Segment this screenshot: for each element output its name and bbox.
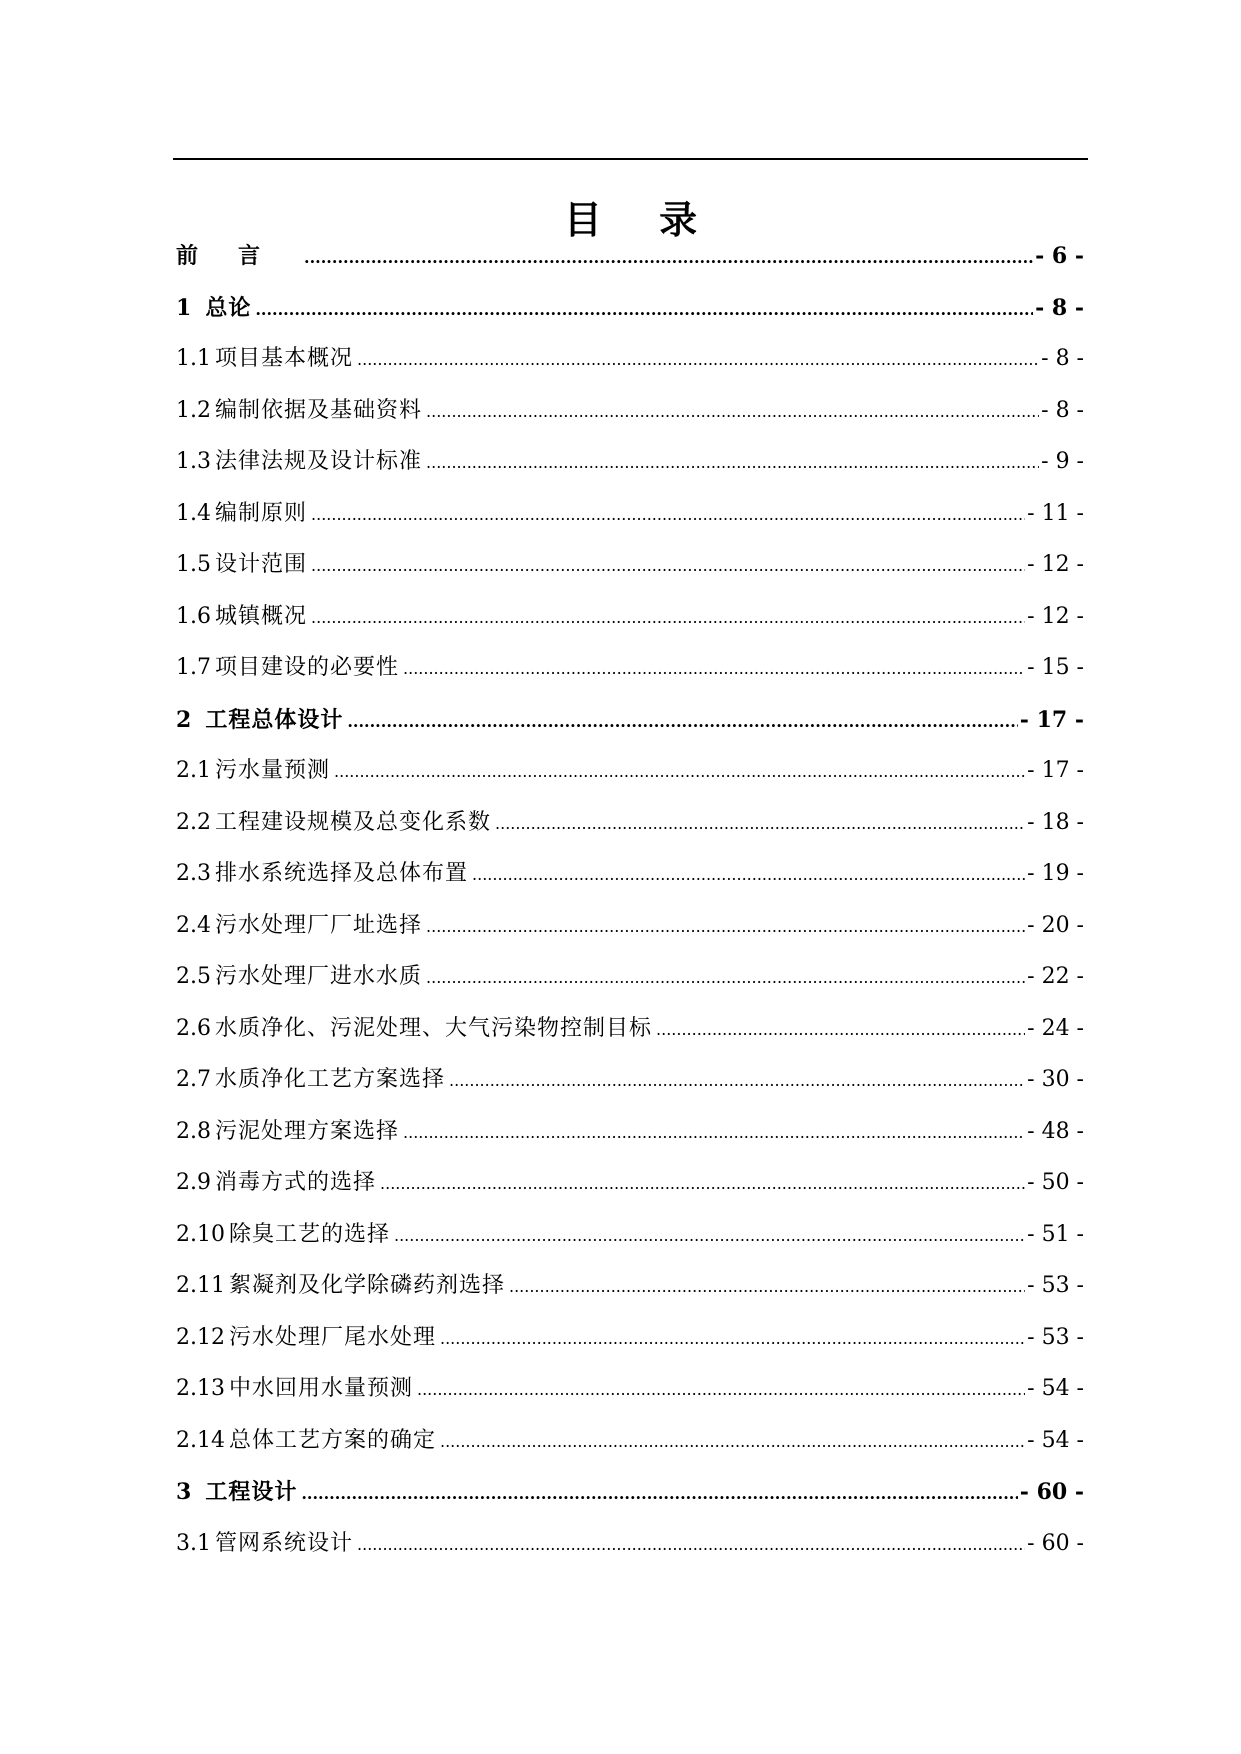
toc-dot-leader [357, 340, 1039, 380]
toc-dot-leader [304, 238, 1033, 278]
toc-entry-title: 絮凝剂及化学除磷药剂选择 [228, 1273, 505, 1298]
toc-dot-leader [495, 804, 1025, 844]
toc-entry[interactable] [176, 1524, 1084, 1576]
toc-entry[interactable] [176, 957, 1084, 1009]
toc-dot-leader [403, 649, 1025, 689]
toc-entry-title: 污泥处理方案选择 [215, 1118, 400, 1144]
toc-entry[interactable] [176, 1009, 1084, 1061]
toc-entry[interactable] [176, 597, 1084, 649]
toc-entry[interactable] [176, 1472, 1084, 1524]
toc-dot-leader [347, 702, 1017, 742]
toc-entry-title: 污水处理厂进水水质 [215, 964, 423, 989]
toc-entry-page-number: - 19 - [1027, 861, 1084, 886]
toc-entry-page-number: - 15 - [1027, 655, 1084, 680]
toc-entry-title: 编制原则 [215, 500, 308, 526]
toc-dot-leader [380, 1164, 1025, 1204]
toc-entry-title: 工程建设规模及总变化系数 [215, 809, 492, 835]
toc-entry[interactable] [176, 494, 1084, 546]
toc-entry[interactable] [176, 545, 1084, 597]
toc-entry-page-number: - 17 - [1027, 758, 1084, 783]
toc-entry-title: 污水量预测 [215, 758, 331, 783]
toc-entry-page-number: - 60 - [1019, 1479, 1084, 1505]
toc-entry-title: 前言 [176, 243, 301, 269]
toc-entry-title: 排水系统选择及总体布置 [215, 861, 469, 886]
toc-entry-page-number: - 51 - [1027, 1221, 1084, 1247]
toc-entry-number: 2.5 [176, 964, 211, 989]
toc-entry[interactable] [176, 391, 1084, 443]
toc-entry-number: 2.10 [176, 1221, 225, 1247]
toc-entry-number: 1.2 [176, 397, 211, 423]
toc-dot-leader [440, 1319, 1025, 1359]
toc-entry-title: 总论 [205, 294, 252, 321]
toc-entry-page-number: - 17 - [1019, 706, 1084, 733]
toc-dot-leader [394, 1216, 1025, 1256]
toc-entry[interactable] [176, 1060, 1084, 1112]
toc-entry[interactable] [176, 1112, 1084, 1164]
toc-entry-page-number: - 53 - [1027, 1324, 1084, 1350]
toc-dot-leader [472, 855, 1025, 895]
toc-entry[interactable] [176, 1318, 1084, 1370]
toc-entry-number: 2.6 [176, 1015, 211, 1041]
toc-entry-number: 2.12 [176, 1324, 225, 1350]
toc-entry-title: 设计范围 [215, 552, 308, 577]
toc-entry[interactable] [176, 288, 1084, 340]
toc-entry-number: 2.9 [176, 1170, 211, 1195]
toc-entry-title: 污水处理厂厂址选择 [215, 912, 423, 938]
toc-entry-page-number: - 54 - [1027, 1427, 1084, 1453]
toc-entry-title: 城镇概况 [215, 603, 308, 629]
toc-dot-leader [357, 1525, 1025, 1565]
toc-entry-page-number: - 12 - [1027, 552, 1084, 577]
toc-entry-number: 2.14 [176, 1427, 225, 1453]
toc-entry[interactable] [176, 1369, 1084, 1421]
toc-entry-page-number: - 24 - [1027, 1015, 1084, 1041]
toc-entry-number: 1.6 [176, 603, 211, 629]
toc-entry-page-number: - 9 - [1041, 449, 1084, 474]
toc-entry-page-number: - 30 - [1027, 1067, 1084, 1092]
toc-entry[interactable] [176, 442, 1084, 494]
toc-entry-title: 工程总体设计 [205, 706, 344, 733]
toc-entry-title: 总体工艺方案的确定 [228, 1427, 436, 1453]
toc-entry[interactable] [176, 1215, 1084, 1267]
toc-entry-title: 法律法规及设计标准 [215, 449, 423, 474]
toc-entry-page-number: - 60 - [1027, 1530, 1084, 1556]
toc-dot-leader [449, 1061, 1025, 1101]
toc-entry-page-number: - 50 - [1027, 1170, 1084, 1195]
toc-entry[interactable] [176, 236, 1084, 288]
toc-entry-page-number: - 8 - [1041, 397, 1084, 423]
toc-entry[interactable] [176, 339, 1084, 391]
header-rule [173, 158, 1088, 160]
toc-entry-page-number: - 11 - [1027, 500, 1084, 526]
toc-entry-number: 1.7 [176, 655, 211, 680]
toc-entry-title: 项目基本概况 [215, 346, 354, 371]
toc-dot-leader [426, 907, 1025, 947]
toc-entry-number: 1.1 [176, 346, 211, 371]
toc-dot-leader [656, 1010, 1025, 1050]
toc-dot-leader [426, 392, 1039, 432]
toc-entry[interactable] [176, 751, 1084, 803]
toc-entry-number: 2.7 [176, 1067, 211, 1092]
toc-entry-title: 项目建设的必要性 [215, 655, 400, 680]
toc-entry-page-number: - 20 - [1027, 912, 1084, 938]
toc-entry-number: 2.8 [176, 1118, 211, 1144]
toc-entry[interactable] [176, 648, 1084, 700]
toc-entry-page-number: - 48 - [1027, 1118, 1084, 1144]
toc-dot-leader [403, 1113, 1025, 1153]
toc-entry-page-number: - 6 - [1035, 243, 1084, 269]
toc-dot-leader [255, 290, 1033, 330]
toc-entry-page-number: - 8 - [1041, 346, 1084, 371]
toc-entry-page-number: - 53 - [1027, 1273, 1084, 1298]
toc-dot-leader [334, 752, 1025, 792]
toc-entry[interactable] [176, 700, 1084, 752]
toc-dot-leader [426, 958, 1025, 998]
toc-entry-title: 编制依据及基础资料 [215, 397, 423, 423]
toc-entry-number: 2.11 [176, 1273, 225, 1298]
toc-entry[interactable] [176, 1163, 1084, 1215]
toc-dot-leader [417, 1370, 1025, 1410]
toc-entry-page-number: - 12 - [1027, 603, 1084, 629]
toc-entry-number: 3.1 [176, 1530, 211, 1556]
toc-title: 目 录 [563, 197, 720, 243]
table-of-contents [176, 236, 1084, 1575]
toc-entry-page-number: - 8 - [1035, 294, 1084, 321]
toc-entry-number: 1.5 [176, 552, 211, 577]
toc-entry-title: 水质净化、污泥处理、大气污染物控制目标 [215, 1015, 653, 1041]
toc-entry-page-number: - 18 - [1027, 809, 1084, 835]
toc-entry-number: 2.2 [176, 809, 211, 835]
toc-entry-number: 1.4 [176, 500, 211, 526]
toc-entry-number: 2.13 [176, 1376, 225, 1401]
toc-entry-number: 3 [176, 1479, 192, 1505]
toc-entry[interactable] [176, 906, 1084, 958]
toc-entry-page-number: - 22 - [1027, 964, 1084, 989]
toc-dot-leader [509, 1267, 1025, 1307]
toc-dot-leader [311, 495, 1025, 535]
toc-entry-title: 消毒方式的选择 [215, 1170, 377, 1195]
toc-entry-number: 2.3 [176, 861, 211, 886]
toc-entry-title: 水质净化工艺方案选择 [215, 1067, 446, 1092]
toc-entry-number: 2 [176, 706, 192, 733]
toc-entry-page-number: - 54 - [1027, 1376, 1084, 1401]
toc-entry[interactable] [176, 1421, 1084, 1473]
toc-entry[interactable] [176, 854, 1084, 906]
toc-entry-title: 中水回用水量预测 [228, 1376, 413, 1401]
toc-entry-number: 2.4 [176, 912, 211, 938]
toc-entry-title: 管网系统设计 [215, 1530, 354, 1556]
toc-entry-number: 2.1 [176, 758, 211, 783]
toc-dot-leader [426, 443, 1039, 483]
toc-dot-leader [301, 1474, 1017, 1514]
toc-entry-number: 1 [176, 294, 192, 321]
toc-dot-leader [311, 546, 1025, 586]
toc-entry[interactable] [176, 1266, 1084, 1318]
toc-entry[interactable] [176, 803, 1084, 855]
toc-entry-title: 除臭工艺的选择 [228, 1221, 390, 1247]
toc-dot-leader [440, 1422, 1025, 1462]
toc-entry-number: 1.3 [176, 449, 211, 474]
toc-entry-title: 污水处理厂尾水处理 [228, 1324, 436, 1350]
toc-dot-leader [311, 598, 1025, 638]
toc-entry-title: 工程设计 [205, 1479, 298, 1505]
